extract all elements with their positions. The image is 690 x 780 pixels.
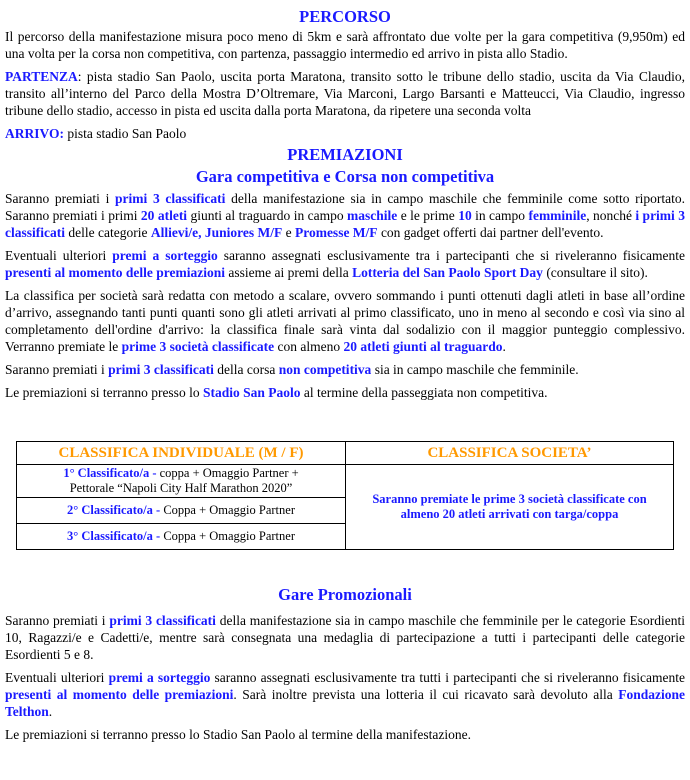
highlight-text: maschile: [347, 208, 398, 223]
highlight-text: non competitiva: [278, 362, 372, 377]
gare-paragraph-2: [5, 669, 685, 720]
gare-heading: Gare Promozionali: [278, 585, 412, 604]
text-run: con almeno: [274, 339, 344, 354]
highlight-text: i primi 3 classificati: [5, 208, 685, 240]
percorso-heading: PERCORSO: [299, 7, 391, 26]
prize-line: Coppa + Omaggio Partner: [163, 503, 295, 517]
text-run: delle categorie: [65, 225, 151, 240]
spacer: [5, 550, 685, 584]
header-individuale: CLASSIFICA INDIVIDUALE (M / F): [17, 442, 346, 465]
classifica-table: [16, 441, 674, 550]
table-header-row: [17, 442, 674, 465]
premiazioni-paragraph-3: [5, 287, 685, 355]
highlight-text: prime 3 società classificate: [121, 339, 275, 354]
text-run: giunti al traguardo in campo: [187, 208, 348, 223]
highlight-text: primi 3 classificati: [108, 362, 214, 377]
premiazioni-subtitle: Gara competitiva e Corsa non competitiva: [195, 167, 495, 186]
text-run: saranno assegnati esclusivamente tra i partecipanti che si riveleranno fisicamente: [217, 248, 685, 263]
arrivo-paragraph: [5, 125, 685, 142]
highlight-text: premi a sorteggio: [108, 670, 211, 685]
text-run: . Sarà inoltre prevista una lotteria il cui ricavato sarà devoluto alla: [233, 687, 619, 702]
text-run: della manifestazione sia in campo maschile che femminile come sotto riportato. Saranno premiati i primi: [5, 191, 685, 223]
text-run: .: [48, 704, 53, 719]
text-run: e le prime: [397, 208, 459, 223]
table-row: [17, 465, 674, 498]
prize-label: 3° Classificato/a -: [67, 529, 164, 543]
text-run: e: [282, 225, 295, 240]
arrivo-label: ARRIVO:: [5, 126, 64, 141]
highlight-text: Lotteria del San Paolo Sport Day: [352, 265, 543, 280]
societa-cell: Saranno premiate le prime 3 società classificate con almeno 20 atleti arrivati con targa/coppa: [346, 465, 674, 550]
spacer: [5, 407, 685, 441]
text-run: Eventuali ulteriori: [5, 248, 113, 263]
text-run: Eventuali ulteriori: [5, 670, 109, 685]
text-run: (consultare il sito).: [542, 265, 648, 280]
header-societa: CLASSIFICA SOCIETA’: [346, 442, 674, 465]
highlight-text: Promesse M/F: [294, 225, 378, 240]
text-run: assieme ai premi della: [224, 265, 353, 280]
highlight-text: primi 3 classificati: [115, 191, 226, 206]
highlight-text: primi 3 classificati: [109, 613, 216, 628]
text-run: Le premiazioni si terranno presso lo: [5, 385, 203, 400]
text-run: della corsa: [213, 362, 279, 377]
premiazioni-heading: PREMIAZIONI: [287, 145, 403, 164]
gare-paragraph-1: [5, 612, 685, 663]
highlight-text: Allievi/e, Juniores M/F: [150, 225, 283, 240]
text-run: Saranno premiati i: [5, 613, 110, 628]
highlight-text: presenti al momento delle premiazioni: [5, 687, 234, 702]
partenza-label: PARTENZA: [5, 69, 78, 84]
highlight-text: presenti al momento delle premiazioni: [5, 265, 225, 280]
text-run: della manifestazione sia in campo maschile che femminile per le categorie Esordienti 10, Ragazzi/e e Cadetti/e, mentre sarà consegnata una medaglia di partecipazione a tutti i partecipanti delle categorie Esordienti 5 e 8.: [5, 613, 686, 662]
highlight-text: femminile: [528, 208, 587, 223]
prize-label: 2° Classificato/a -: [67, 503, 164, 517]
text-run: Saranno premiati i: [5, 191, 116, 206]
highlight-text: Stadio San Paolo: [202, 385, 301, 400]
prize-cell-1: [17, 465, 346, 498]
prize-cell-3: [17, 524, 346, 550]
premiazioni-paragraph-2: [5, 247, 685, 281]
gare-paragraph-3: Le premiazioni si terranno presso lo Stadio San Paolo al termine della manifestazione.: [5, 727, 471, 742]
percorso-paragraph: Il percorso della manifestazione misura poco meno di 5km e sarà affrontato due volte per la gara competitiva (9,950m) ed una volta per la corsa non competitiva, con partenza, passaggio intermedio ed arrivo in pista allo Stadio.: [5, 29, 685, 61]
text-run: , nonché: [586, 208, 636, 223]
highlight-text: 10: [458, 208, 472, 223]
partenza-paragraph: [5, 68, 685, 119]
premiazioni-paragraph-4: [5, 361, 685, 378]
partenza-text: : pista stadio San Paolo, uscita porta Maratona, transito sotto le tribune dello stadio, uscita da Via Claudio, transito all’interno del Parco della Mostra D’Oltremare, Via Marconi, Largo Barsanti e Matteucci, Via Claudio, ingresso tribune dello stadio, accesso in pista ed uscita dalla porta Maratona, da ripetere una seconda volta: [5, 69, 685, 118]
prize-line: coppa + Omaggio Partner +: [159, 466, 299, 480]
text-run: Saranno premiati i: [5, 362, 109, 377]
prize-label: 1° Classificato/a -: [63, 466, 160, 480]
premiazioni-paragraph-1: [5, 190, 685, 241]
prize-line: Pettorale “Napoli City Half Marathon 2020”: [69, 481, 293, 495]
prize-cell-2: [17, 498, 346, 524]
prize-line: Coppa + Omaggio Partner: [163, 529, 295, 543]
highlight-text: 20 atleti: [140, 208, 188, 223]
text-run: con gadget offerti dai partner dell'evento.: [377, 225, 604, 240]
highlight-text: premi a sorteggio: [112, 248, 218, 263]
text-run: sia in campo maschile che femminile.: [371, 362, 579, 377]
text-run: al termine della passeggiata non competitiva.: [300, 385, 548, 400]
premiazioni-paragraph-5: [5, 384, 685, 401]
text-run: La classifica per società sarà redatta con metodo a scalare, ovvero sommando i punti ottenuti dagli atleti in base all’ordine d’arrivo, assegnando tanti punti quanti sono gli atleti arrivati al primo classificato, uno in meno al secondo e così via sino al completamento dell'ordine d'arrivo: la classifica finale sarà vinta dal sodalizio con il maggior punteggio complessivo. Verranno premiate le: [5, 288, 685, 354]
highlight-text: 20 atleti giunti al traguardo: [343, 339, 503, 354]
arrivo-text: pista stadio San Paolo: [63, 126, 187, 141]
text-run: in campo: [471, 208, 529, 223]
highlight-text: Fondazione Telthon: [5, 687, 685, 719]
text-run: .: [502, 339, 506, 354]
text-run: saranno assegnati esclusivamente tra tutti i partecipanti che si riveleranno fisicamente: [210, 670, 686, 685]
